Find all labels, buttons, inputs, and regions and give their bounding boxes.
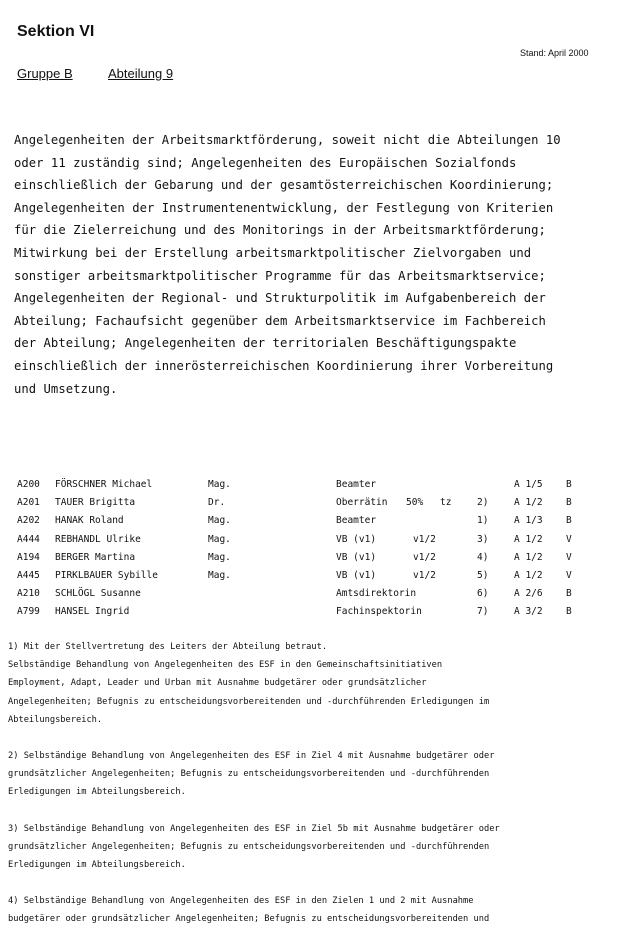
staff-share: 50% [406, 497, 424, 509]
staff-position: Oberrätin [336, 497, 388, 509]
staff-name: HANSEL Ingrid [55, 606, 130, 618]
staff-title: Mag. [208, 533, 231, 545]
staff-category: B [566, 515, 572, 527]
abteilung-label: Abteilung 9 [108, 66, 174, 81]
footnote-line: Employment, Adapt, Leader und Urban mit Ausnahme budgetärer oder grundsätzlicher [8, 678, 427, 689]
staff-grade: A 1/2 [514, 533, 543, 545]
footnote-line: Abteilungsbereich. [8, 714, 103, 725]
staff-title: Mag. [208, 570, 231, 581]
footnote-line: Erledigungen im Abteilungsbereich. [8, 787, 186, 798]
staff-position: Beamter [336, 515, 377, 527]
footnote-line: Erledigungen im Abteilungsbereich. [8, 860, 186, 871]
staff-position: VB (v1) [336, 570, 377, 581]
footnote-line: grundsätzlicher Angelegenheiten; Befugnis zu entscheidungsvorbereitenden und -durchführenden [8, 769, 490, 780]
staff-grade: A 1/2 [514, 551, 543, 563]
staff-code: A799 [17, 606, 40, 618]
footnote-line: 2) Selbständige Behandlung von Angelegenheiten des ESF in Ziel 4 mit Ausnahme budgetärer oder [8, 751, 495, 762]
staff-position: Beamter [336, 479, 377, 490]
staff-share: v1/2 [413, 570, 436, 581]
table-row [0, 497, 634, 511]
staff-note: 6) [477, 588, 489, 600]
staff-title: Mag. [208, 551, 231, 563]
staff-share: v1/2 [413, 551, 436, 563]
staff-note: 1) [477, 515, 489, 527]
table-row [0, 552, 634, 566]
table-row [0, 570, 634, 584]
footnote [8, 820, 628, 875]
section-title: Sektion VI [17, 23, 95, 40]
description-line: Angelegenheiten der Arbeitsmarktförderung, soweit nicht die Abteilungen 10 [14, 133, 561, 147]
description-line: Mitwirkung bei der Erstellung arbeitsmarktpolitischer Zielvorgaben und [14, 245, 532, 260]
staff-category: B [566, 588, 572, 600]
description-line: Abteilung; Fachaufsicht gegenüber dem Arbeitsmarktservice im Fachbereich [14, 313, 546, 328]
staff-share-extra: tz [440, 497, 452, 509]
description-line: Angelegenheiten der Instrumentenentwicklung, der Festlegung von Kriterien [14, 200, 554, 215]
staff-share: v1/2 [413, 533, 436, 545]
description-line: einschließlich der Gebarung und der gesamtösterreichischen Koordinierung; [14, 178, 554, 193]
footnote [8, 747, 628, 802]
staff-code: A445 [17, 570, 40, 581]
description-line: Angelegenheiten der Regional- und Strukturpolitik im Aufgabenbereich der [14, 291, 546, 306]
staff-grade: A 3/2 [514, 606, 543, 618]
staff-name: PIRKLBAUER Sybille [55, 570, 158, 581]
table-row [0, 479, 634, 493]
description-line: und Umsetzung. [14, 381, 118, 396]
staff-position: Amtsdirektorin [336, 588, 417, 600]
staff-grade: A 2/6 [514, 588, 543, 600]
gruppe-label: Gruppe B [17, 66, 73, 81]
description-line: oder 11 zuständig sind; Angelegenheiten des Europäischen Sozialfonds [14, 155, 517, 170]
staff-code: A444 [17, 533, 40, 545]
staff-note: 2) [477, 497, 489, 509]
staff-grade: A 1/3 [514, 515, 543, 527]
staff-category: V [566, 551, 572, 563]
staff-code: A194 [17, 551, 40, 563]
footnote-line: grundsätzlicher Angelegenheiten; Befugnis zu entscheidungsvorbereitenden und -durchführenden [8, 841, 490, 852]
staff-category: B [566, 497, 572, 509]
staff-name: TAUER Brigitta [55, 497, 136, 509]
staff-note: 3) [477, 533, 489, 545]
footnote-line: budgetärer oder grundsätzlicher Angelegenheiten; Befugnis zu entscheidungsvorbereitenden und [8, 914, 490, 925]
footnote-line: Angelegenheiten; Befugnis zu entscheidungsvorbereitenden und -durchführenden Erledigungen im [8, 696, 490, 707]
staff-note: 4) [477, 551, 489, 563]
staff-category: B [566, 479, 572, 490]
staff-code: A202 [17, 515, 40, 527]
description-line: der Abteilung; Angelegenheiten der territorialen Beschäftigungspakte [14, 336, 517, 351]
staff-name: SCHLÖGL Susanne [55, 588, 141, 600]
staff-category: B [566, 606, 572, 618]
table-row [0, 515, 634, 529]
staff-position: Fachinspektorin [336, 606, 422, 618]
staff-code: A210 [17, 588, 40, 600]
footnotes [8, 638, 628, 929]
staff-grade: A 1/2 [514, 497, 543, 509]
staff-title: Mag. [208, 515, 231, 527]
staff-category: V [566, 570, 572, 581]
footnote-line: Selbständige Behandlung von Angelegenheiten des ESF in den Gemeinschaftsinitiativen [8, 660, 443, 671]
description-line: für die Zielerreichung und des Monitorings in der Arbeitsmarktförderung; [14, 223, 546, 238]
staff-note: 5) [477, 570, 489, 581]
staff-position: VB (v1) [336, 533, 377, 545]
staff-position: VB (v1) [336, 551, 377, 563]
footnote-line: 1) Mit der Stellvertretung des Leiters der Abteilung betraut. [8, 642, 328, 652]
staff-title: Mag. [208, 479, 231, 490]
staff-name: REBHANDL Ulrike [55, 533, 141, 545]
staff-code: A201 [17, 497, 40, 509]
footnote-line: 4) Selbständige Behandlung von Angelegenheiten des ESF in den Zielen 1 und 2 mit Ausnahme [8, 896, 474, 907]
staff-name: HANAK Roland [55, 515, 124, 527]
department-description [14, 129, 626, 400]
staff-name: BERGER Martina [55, 551, 136, 563]
staff-grade: A 1/2 [514, 570, 543, 581]
staff-name: FÖRSCHNER Michael [55, 479, 153, 490]
description-line: sonstiger arbeitsmarktpolitischer Programme für das Arbeitsmarktservice; [14, 268, 546, 283]
table-row [0, 588, 634, 602]
table-row [0, 534, 634, 548]
footnote [8, 638, 628, 729]
table-row [0, 606, 634, 620]
description-line: einschließlich der innerösterreichischen Koordinierung ihrer Vorbereitung [14, 358, 554, 373]
staff-title: Dr. [208, 497, 226, 509]
staff-code: A200 [17, 479, 40, 490]
staff-category: V [566, 533, 572, 545]
staff-grade: A 1/5 [514, 479, 543, 490]
footnote-line: 3) Selbständige Behandlung von Angelegenheiten des ESF in Ziel 5b mit Ausnahme budgetärer oder [8, 823, 500, 834]
staff-note: 7) [477, 606, 489, 618]
stand-date: Stand: April 2000 [520, 48, 589, 58]
footnote [8, 892, 628, 928]
